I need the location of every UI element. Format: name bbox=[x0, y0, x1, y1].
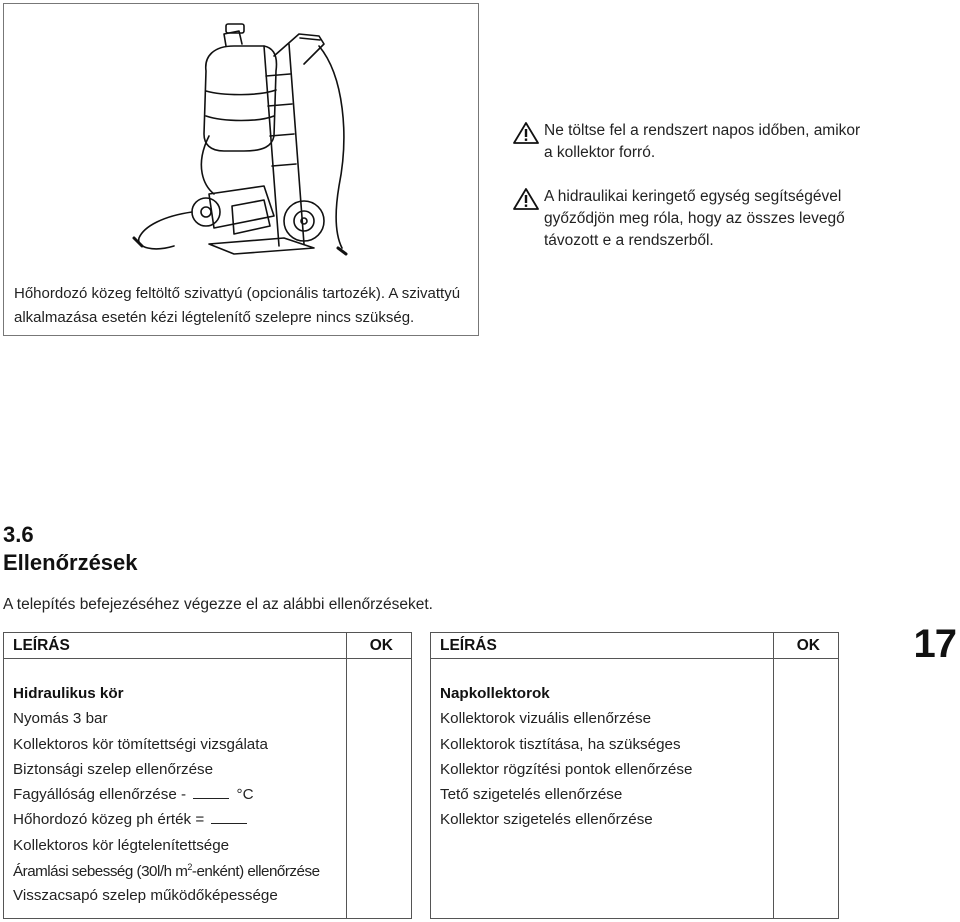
warning-triangle-icon bbox=[513, 122, 539, 144]
warning-text: A hidraulikai keringető egység segítségével győződjön meg róla, hogy az összes levegő távozott e a rendszerből. bbox=[544, 188, 845, 249]
column-divider bbox=[773, 633, 774, 918]
table-group-heading: Napkollektorok bbox=[440, 685, 550, 702]
table-row: Kollektorok tisztítása, ha szükséges bbox=[440, 735, 681, 753]
table-row bbox=[13, 862, 320, 887]
column-header-ok: OK bbox=[369, 637, 393, 654]
table-rows bbox=[13, 685, 320, 913]
warning-note-2 bbox=[513, 186, 864, 252]
table-row: Biztonsági szelep ellenőrzése bbox=[13, 760, 214, 778]
table-row: Kollektoros kör tömítettségi vizsgálata bbox=[13, 735, 268, 753]
section-title: Ellenőrzések bbox=[3, 550, 138, 575]
table-row bbox=[13, 786, 320, 811]
table-row: Kollektor rögzítési pontok ellenőrzése bbox=[440, 760, 693, 778]
superscript: 2 bbox=[187, 862, 192, 873]
unit-label: °C bbox=[236, 786, 254, 804]
fill-in-blank bbox=[211, 811, 247, 824]
row-text-suffix: -enként) ellenőrzése bbox=[191, 863, 320, 881]
column-header-description: LEÍRÁS bbox=[440, 637, 497, 654]
filling-pump-illustration bbox=[114, 16, 374, 266]
section-intro: A telepítés befejezéséhez végezze el az alábbi ellenőrzéseket. bbox=[3, 596, 433, 613]
table-row: Visszacsapó szelep működőképessége bbox=[13, 887, 278, 905]
column-divider bbox=[346, 633, 347, 918]
warning-note-1 bbox=[513, 120, 864, 164]
table-rows bbox=[440, 685, 692, 837]
row-text: Áramlási sebesség (30l/h m bbox=[13, 863, 188, 881]
table-row: Kollektoros kör légtelenítettsége bbox=[13, 836, 230, 854]
warning-text: Ne töltse fel a rendszert napos időben, amikor a kollektor forró. bbox=[544, 122, 861, 161]
table-row: Nyomás 3 bar bbox=[13, 710, 108, 728]
column-header-ok: OK bbox=[796, 637, 820, 654]
table-row: Tető szigetelés ellenőrzése bbox=[440, 786, 623, 804]
table-header bbox=[4, 633, 411, 659]
section-number: 3.6 bbox=[3, 522, 34, 547]
figure-frame bbox=[3, 3, 479, 336]
fill-in-blank bbox=[193, 786, 229, 799]
page-number: 17 bbox=[913, 622, 956, 666]
row-text: Fagyállóság ellenőrzése - bbox=[13, 786, 187, 804]
checklist-table-hydraulic bbox=[3, 632, 412, 919]
table-header bbox=[431, 633, 838, 659]
table-row: Kollektorok vizuális ellenőrzése bbox=[440, 710, 652, 728]
column-header-description: LEÍRÁS bbox=[13, 637, 70, 654]
table-row: Kollektor szigetelés ellenőrzése bbox=[440, 811, 653, 829]
checklist-table-collectors bbox=[430, 632, 839, 919]
row-text: Hőhordozó közeg ph érték = bbox=[13, 811, 205, 829]
warning-triangle-icon bbox=[513, 188, 539, 210]
figure-caption: Hőhordozó közeg feltöltő szivattyú (opcionális tartozék). A szivattyú alkalmazása esetén kézi légtelenítő szelepre nincs szükség. bbox=[14, 285, 461, 326]
table-group-heading: Hidraulikus kör bbox=[13, 685, 124, 702]
table-row bbox=[13, 811, 320, 836]
